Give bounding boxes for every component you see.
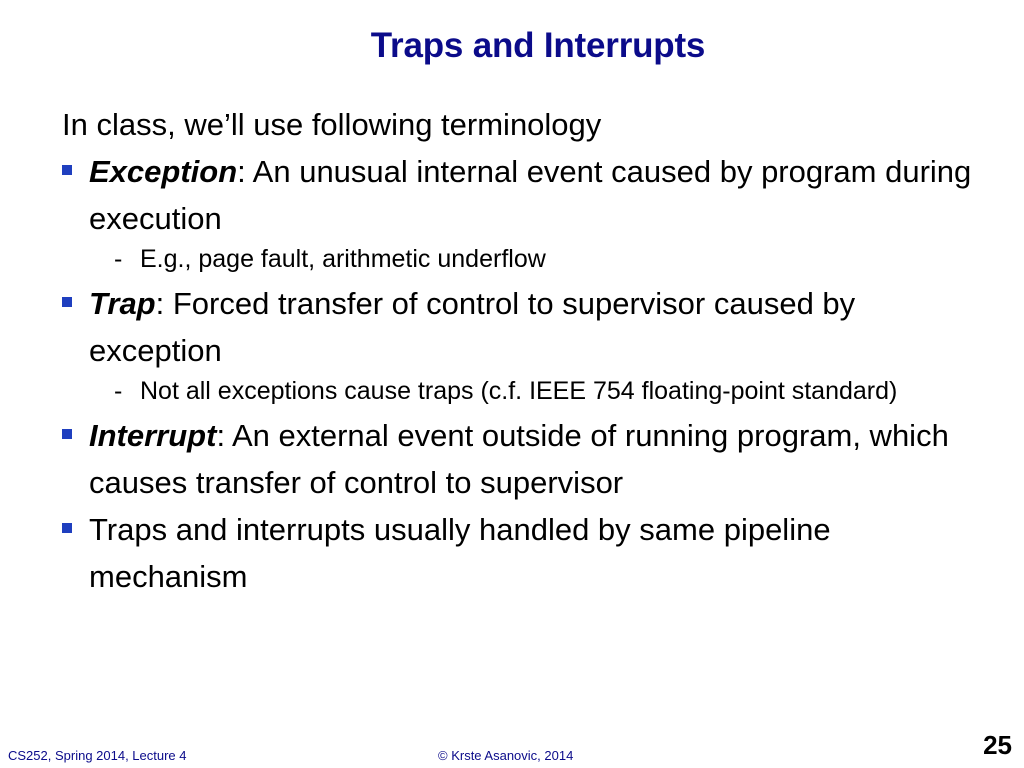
slide-body (62, 101, 992, 600)
footer-copyright: © Krste Asanovic, 2014 (438, 748, 574, 763)
bullet-interrupt (62, 412, 992, 506)
sub-item (62, 240, 992, 279)
bullet-traps-interrupts (62, 506, 992, 600)
dash-marker: - (114, 245, 123, 273)
bullet-term: Trap (89, 286, 156, 321)
sub-text: Not all exceptions cause traps (c.f. IEEE 754 floating-point standard) (140, 377, 898, 405)
bullet-term: Interrupt (89, 418, 217, 453)
bullet-exception (62, 148, 992, 242)
sub-item (62, 372, 992, 411)
page-number: 25 (983, 730, 1012, 760)
sub-text: E.g., page fault, arithmetic underflow (140, 245, 546, 273)
dash-marker: - (114, 377, 123, 405)
intro-text: In class, we’ll use following terminology (62, 107, 602, 142)
footer-course: CS252, Spring 2014, Lecture 4 (8, 748, 187, 763)
bullet-text: : Forced transfer of control to supervisor caused by exception (89, 286, 856, 368)
bullet-term: Exception (89, 154, 238, 189)
bullet-text: : An external event outside of running program, which causes transfer of control to supervisor (89, 418, 949, 500)
square-bullet-icon (62, 297, 72, 307)
square-bullet-icon (62, 523, 72, 533)
bullet-trap (62, 280, 992, 374)
bullet-text: : An unusual internal event caused by program during execution (89, 154, 972, 236)
square-bullet-icon (62, 165, 72, 175)
slide-title: Traps and Interrupts (370, 26, 706, 65)
square-bullet-icon (62, 429, 72, 439)
bullet-text: Traps and interrupts usually handled by same pipeline mechanism (89, 512, 831, 594)
